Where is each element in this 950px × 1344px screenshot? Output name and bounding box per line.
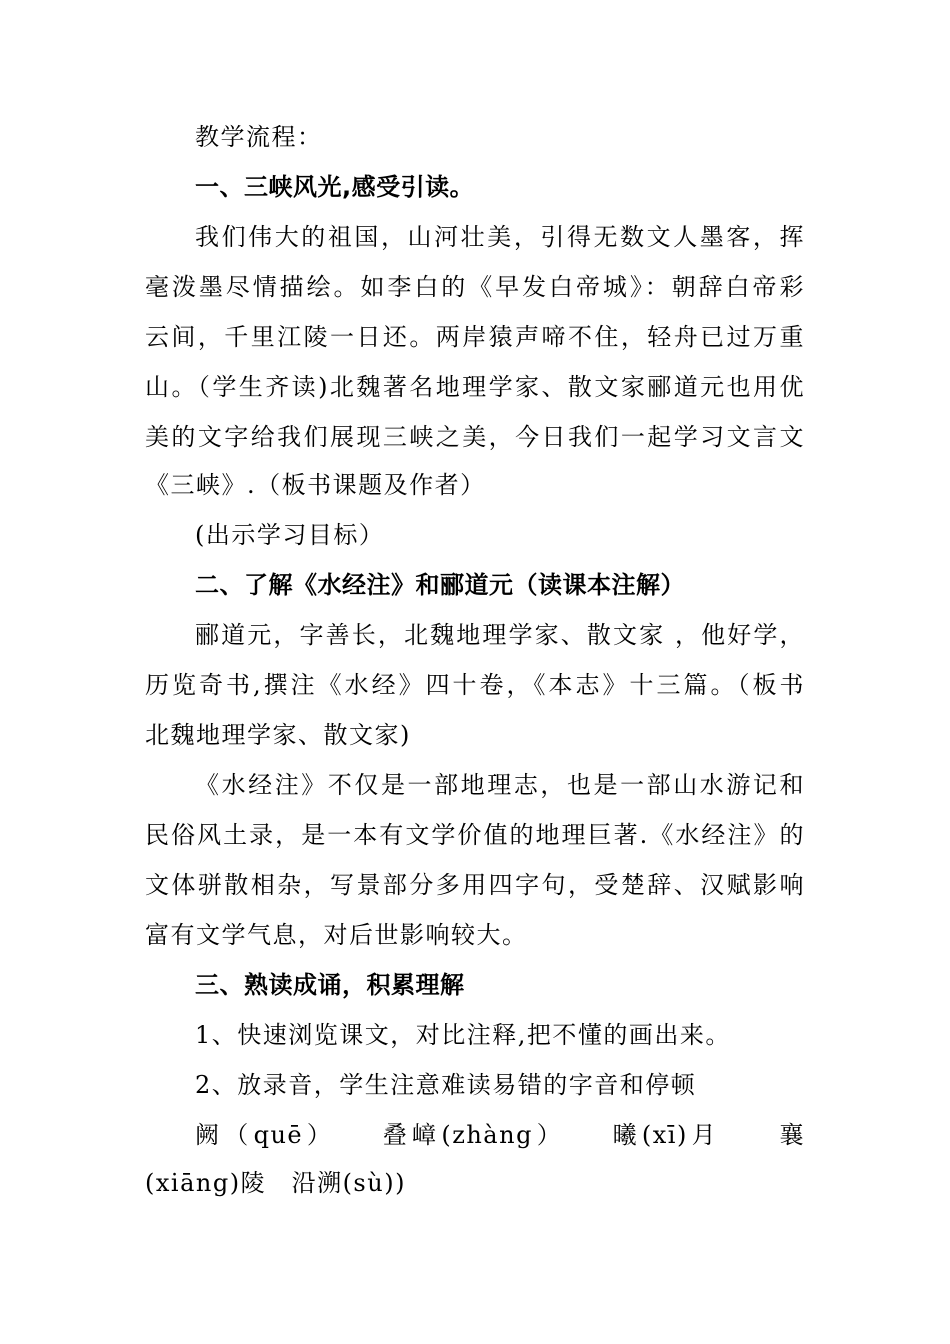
paragraph-line: 我们伟大的祖国，山河壮美，引得无数文人墨客，挥 [195, 223, 805, 251]
section-1-title: 一、三峡风光,感受引读。 [195, 173, 475, 201]
pinyin-line: (xiāng)陵 沿溯(sù)) [145, 1169, 406, 1197]
section-3-title: 三、熟读成诵，积累理解 [195, 971, 465, 999]
paragraph-line: 民俗风土录，是一本有文学价值的地理巨著.《水经注》的 [145, 821, 805, 849]
paragraph-line: 富有文学气息，对后世影响较大。 [145, 921, 528, 949]
paragraph-line: 山。（学生齐读)北魏著名地理学家、散文家郦道元也用优 [145, 373, 805, 401]
list-item: 2、放录音，学生注意难读易错的字音和停顿 [195, 1071, 697, 1099]
learning-goal-note: (出示学习目标） [195, 521, 385, 549]
paragraph-line: 毫泼墨尽情描绘。如李白的《早发白帝城》：朝辞白帝彩 [145, 273, 805, 301]
paragraph-line: 历览奇书,撰注《水经》四十卷，《本志》十三篇。（板书 [145, 671, 805, 699]
paragraph-line: 美的文字给我们展现三峡之美，今日我们一起学习文言文 [145, 423, 805, 451]
paragraph-line: 《三峡》.（板书课题及作者） [145, 471, 486, 499]
paragraph-line: 北魏地理学家、散文家) [145, 721, 411, 749]
heading: 教学流程： [195, 123, 323, 151]
paragraph-line: 云间，千里江陵一日还。两岸猿声啼不住，轻舟已过万重 [145, 323, 805, 351]
paragraph-line: 郦道元，字善长，北魏地理学家、散文家 ，他好学， [195, 621, 805, 649]
list-item: 1、快速浏览课文，对比注释,把不懂的画出来。 [195, 1021, 731, 1049]
pinyin-line: 阙（quē） 叠嶂(zhàng） 曦(xī)月 襄 [195, 1121, 805, 1149]
section-2-title: 二、了解《水经注》和郦道元（读课本注解） [195, 571, 685, 599]
paragraph-line: 文体骈散相杂，写景部分多用四字句，受楚辞、汉赋影响 [145, 871, 805, 899]
paragraph-line: 《水经注》不仅是一部地理志，也是一部山水游记和 [195, 771, 805, 799]
